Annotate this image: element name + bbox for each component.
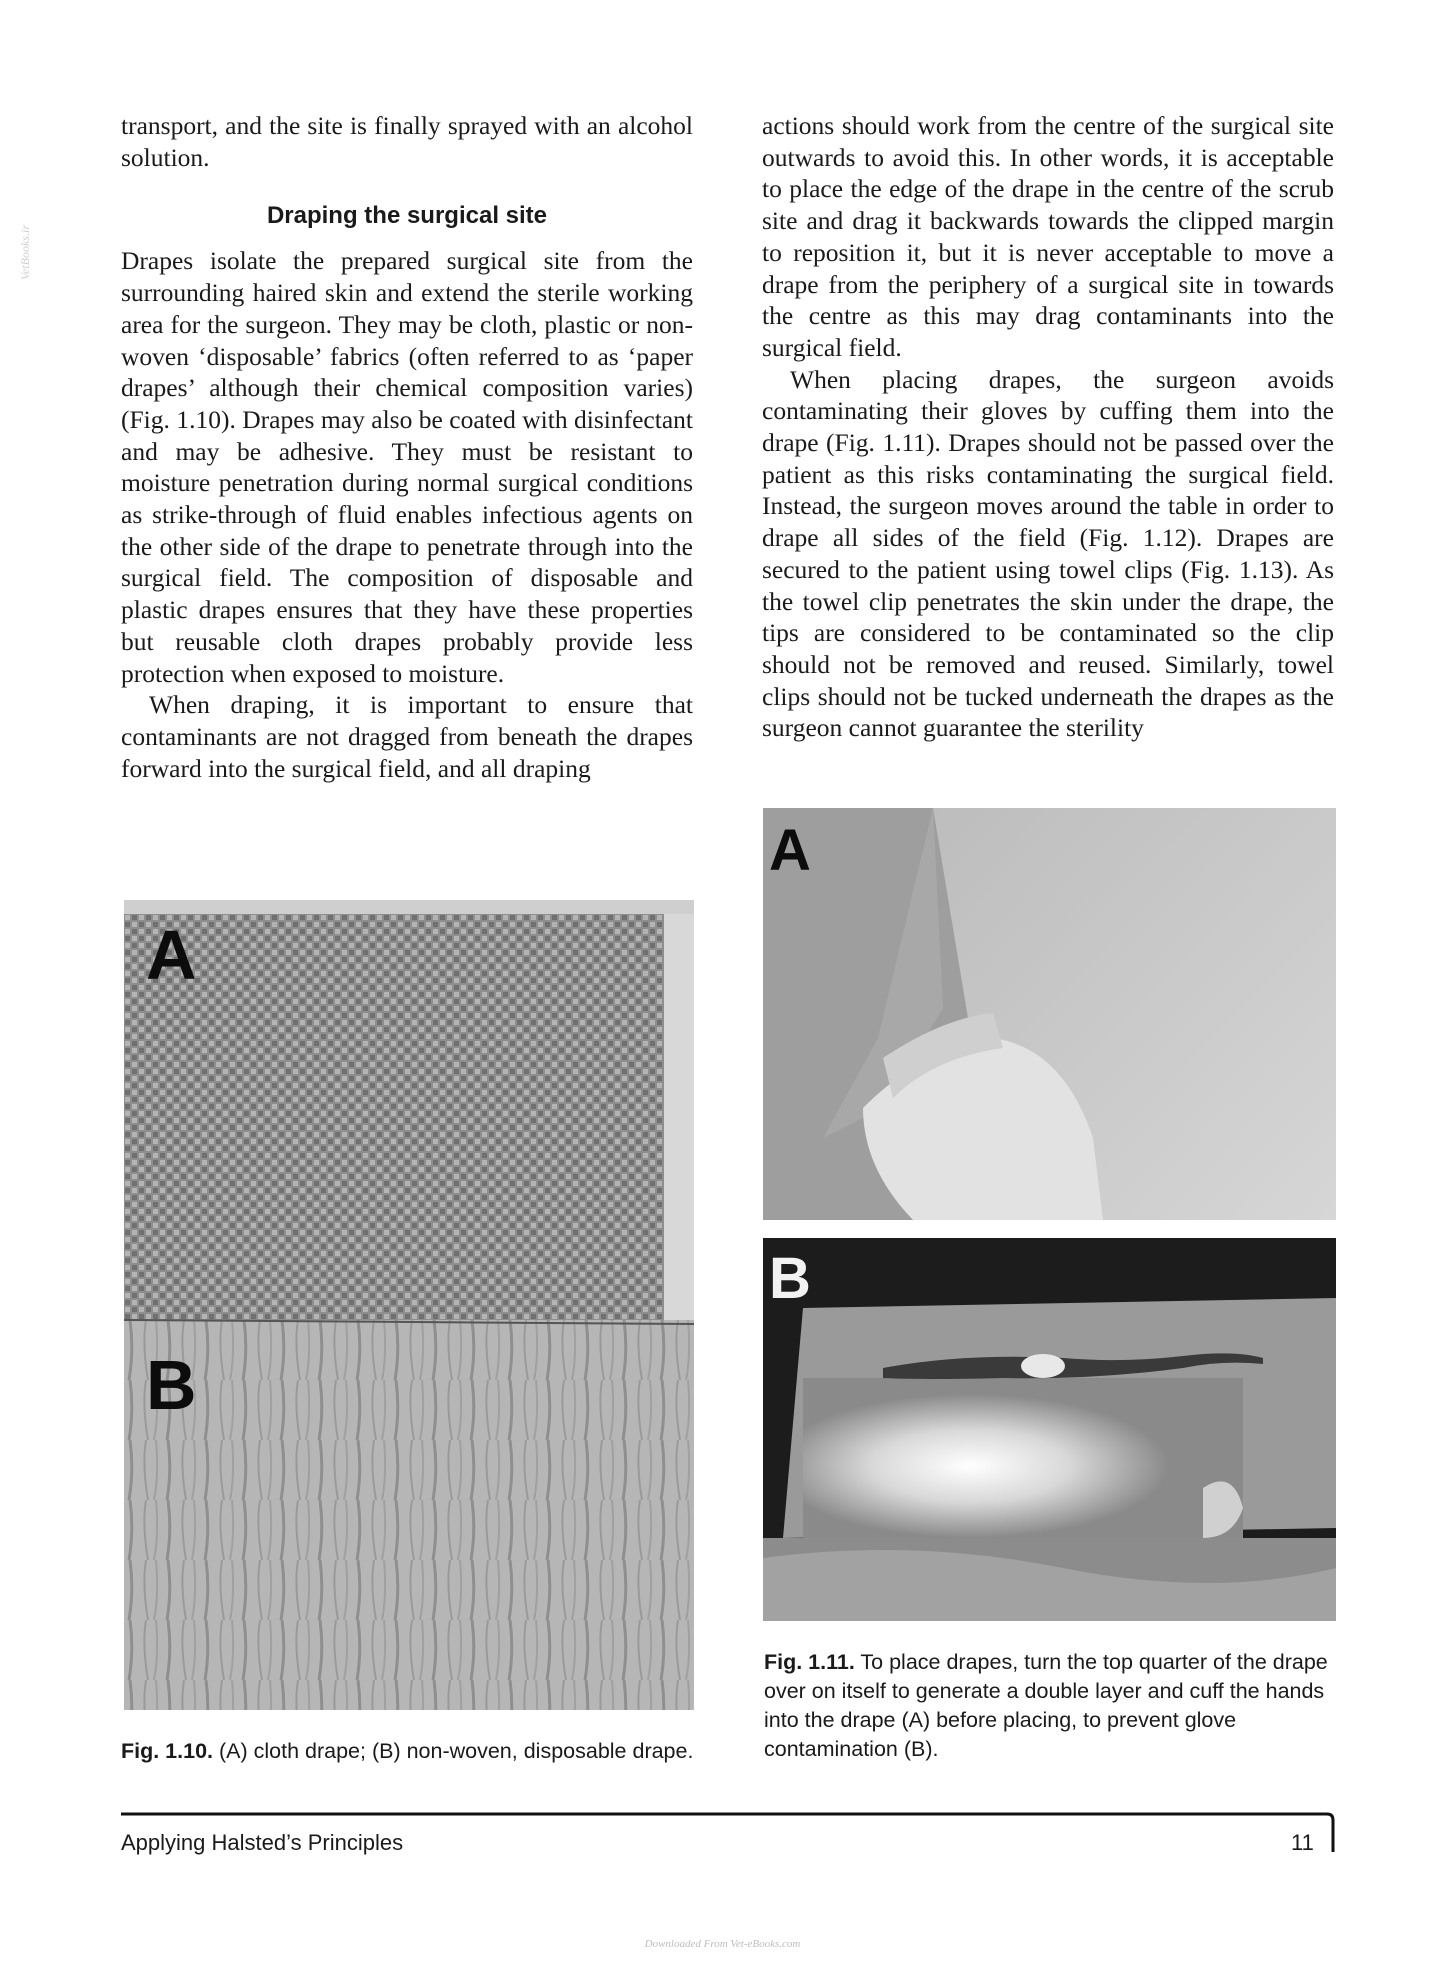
- body-paragraph: Drapes isolate the prepared surgical site from the surrounding haired skin and extend the sterile working area for the surgeon. They may be cloth, plastic or non-woven ‘disposable’ fabrics (often referred to as ‘paper drapes’ although their chemical composition varies) (Fig. 1.10). Drapes may also be coated with disinfectant and may be adhesive. They must be resistant to moisture penetration during normal surgical conditions as strike-through of fluid enables infectious agents on the other side of the drape to penetrate through into the surgical field. The composition of disposable and plastic drapes ensures that they have these properties but reusable cloth drapes probably provide less protection when exposed to moisture.: [121, 246, 693, 688]
- figure-1-11-panel-b-image: [763, 1238, 1336, 1621]
- figure-1-10-caption: [121, 1737, 701, 1766]
- drape-cuffing-photo: [763, 808, 1336, 1220]
- figure-1-10-image: [124, 900, 694, 1710]
- panel-label-a: A: [146, 916, 197, 994]
- side-watermark: VetBooks.ir: [18, 225, 32, 280]
- panel-label-b: B: [146, 1346, 197, 1424]
- caption-text: (A) cloth drape; (B) non-woven, disposable drape.: [219, 1739, 694, 1763]
- figure-1-11-panel-a-image: [763, 808, 1336, 1220]
- panel-label-a: A: [769, 818, 811, 883]
- body-paragraph: When placing drapes, the surgeon avoids contaminating their gloves by cuffing them into the drape (Fig. 1.11). Drapes should not be passed over the patient as this risks contaminating the surgical field. Instead, the surgeon moves around the table in order to drape all sides of the field (Fig. 1.12). Drapes are secured to the patient using towel clips (Fig. 1.13). As the towel clip penetrates the skin under the drape, the tips are considered to be contaminated so the clip should not be removed and reused. Similarly, towel clips should not be tucked underneath the drapes as the surgeon cannot guarantee the sterility: [762, 364, 1334, 743]
- body-paragraph: actions should work from the centre of the surgical site outwards to avoid this. In other words, it is acceptable to place the edge of the drape in the centre of the scrub site and drag it backwards towards the clipped margin to reposition it, but it is never acceptable to move a drape from the periphery of a surgical site in towards the centre as this may drag contaminants into the surgical field.: [762, 111, 1334, 362]
- body-paragraph: transport, and the site is finally sprayed with an alcohol solution.: [121, 111, 693, 172]
- figure-number: Fig. 1.11.: [764, 1650, 855, 1674]
- body-paragraph: When draping, it is important to ensure that contaminants are not dragged from beneath the drapes forward into the surgical field, and all draping: [121, 690, 693, 783]
- draped-patient-photo: [763, 1238, 1336, 1621]
- caption-text: To place drapes, turn the top quarter of the drape over on itself to generate a double layer and cuff the hands into the drape (A) before placing, to prevent glove contamination (B).: [764, 1650, 1328, 1761]
- left-text-column: [121, 110, 693, 784]
- panel-label-b: B: [769, 1246, 811, 1311]
- figure-number: Fig. 1.10.: [121, 1739, 214, 1763]
- running-title: Applying Halsted’s Principles: [121, 1830, 404, 1855]
- figure-1-11-caption: [764, 1648, 1336, 1764]
- page-number: 11: [1291, 1830, 1314, 1855]
- right-text-column: [762, 110, 1334, 744]
- drape-texture-illustration: [124, 900, 694, 1710]
- section-heading: Draping the surgical site: [266, 202, 548, 230]
- bottom-watermark: Downloaded From Vet-eBooks.com: [644, 1938, 801, 1950]
